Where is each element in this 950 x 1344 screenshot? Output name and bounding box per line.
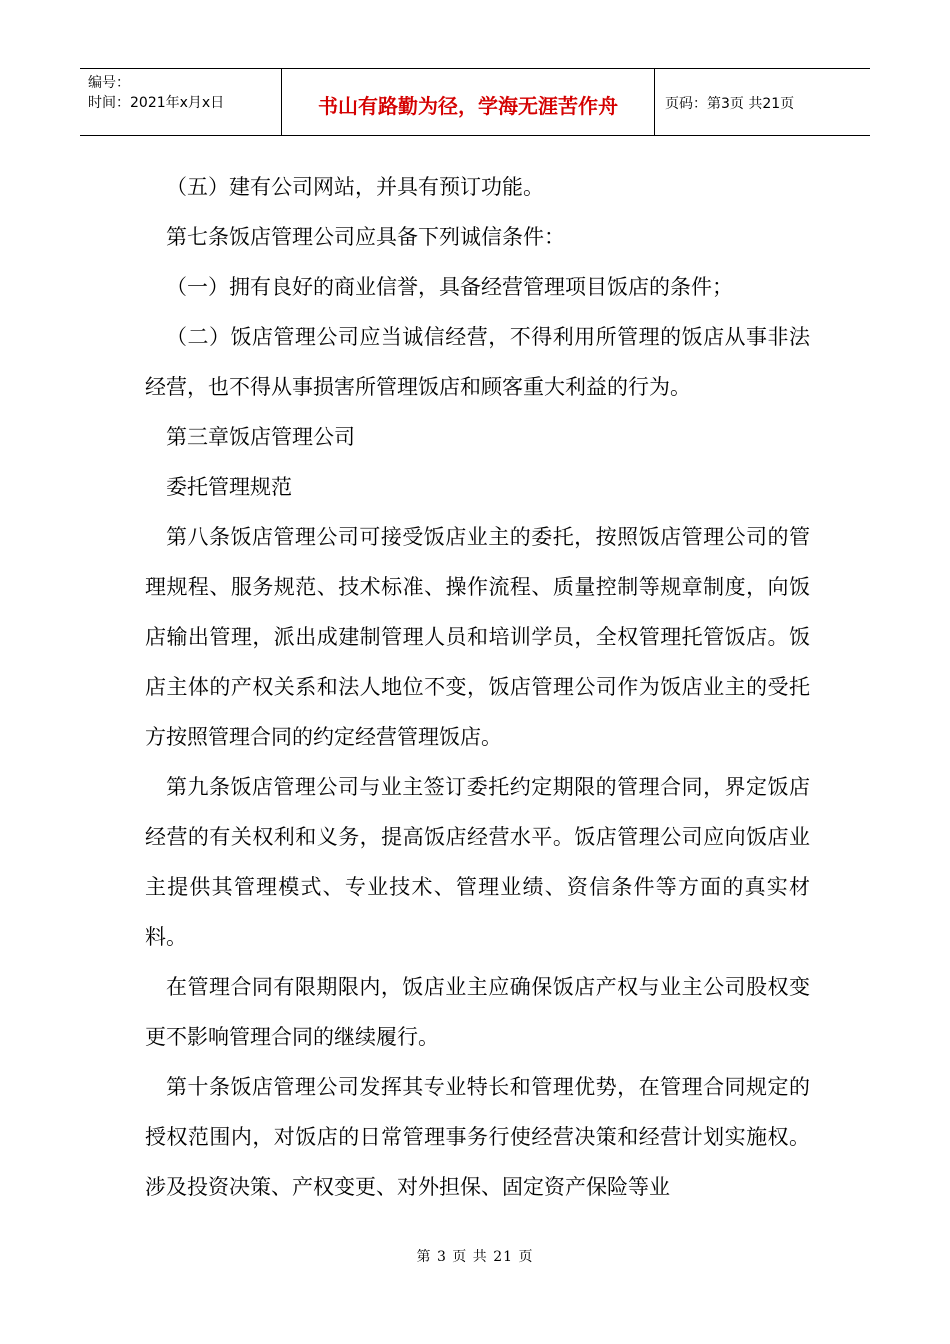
chapter-heading: 第三章饭店管理公司 xyxy=(166,425,355,449)
header-number-label: 编号： xyxy=(88,75,130,91)
header-motto: 书山有路勤为径，学海无涯苦作舟 xyxy=(282,69,655,135)
header-info-cell xyxy=(80,69,282,135)
paragraph: 第八条饭店管理公司可接受饭店业主的委托，按照饭店管理公司的管理规程、服务规范、技术标准、操作流程、质量控制等规章制度，向饭店输出管理，派出成建制管理人员和培训学员，全权管理托管饭店。饭店主体的产权关系和法人地位不变，饭店管理公司作为饭店业主的受托方按照管理合同的约定经营管理饭店。 xyxy=(145,525,810,749)
header-time-label: 时间：2021年x月x日 xyxy=(88,95,225,111)
paragraph: （五）建有公司网站，并具有预订功能。 xyxy=(166,175,544,199)
chapter-subheading: 委托管理规范 xyxy=(166,475,292,499)
paragraph: （二）饭店管理公司应当诚信经营，不得利用所管理的饭店从事非法经营，也不得从事损害所管理饭店和顾客重大利益的行为。 xyxy=(145,325,810,399)
document-body xyxy=(145,162,810,1212)
paragraph: 在管理合同有限期限内，饭店业主应确保饭店产权与业主公司股权变更不影响管理合同的继续履行。 xyxy=(145,975,810,1049)
document-header xyxy=(80,68,870,136)
page-footer: 第 3 页 共 21 页 xyxy=(416,1249,534,1265)
paragraph: 第七条饭店管理公司应具备下列诚信条件： xyxy=(166,225,565,249)
header-page-code: 页码：第3页 共21页 xyxy=(665,96,795,112)
paragraph: 第九条饭店管理公司与业主签订委托约定期限的管理合同，界定饭店经营的有关权利和义务，提高饭店经营水平。饭店管理公司应向饭店业主提供其管理模式、专业技术、管理业绩、资信条件等方面的真实材料。 xyxy=(145,775,810,949)
paragraph: 第十条饭店管理公司发挥其专业特长和管理优势，在管理合同规定的授权范围内，对饭店的日常管理事务行使经营决策和经营计划实施权。涉及投资决策、产权变更、对外担保、固定资产保险等业 xyxy=(145,1075,810,1199)
paragraph: （一）拥有良好的商业信誉，具备经营管理项目饭店的条件； xyxy=(166,275,733,299)
